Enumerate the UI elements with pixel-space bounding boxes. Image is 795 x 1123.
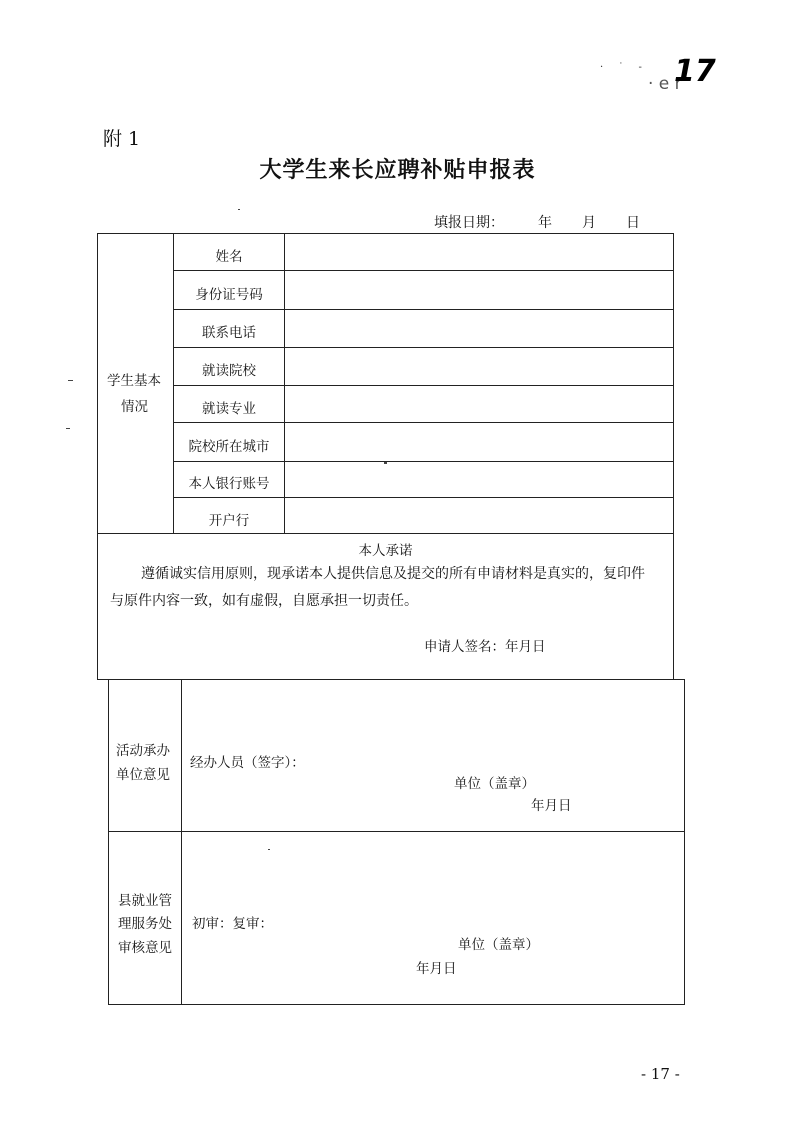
fill-date-year: 年 — [538, 215, 552, 231]
field-label-phone: 联系电话 — [202, 325, 256, 341]
review-label: 初审：复审： — [192, 916, 273, 932]
county-section-label-3: 审核意见 — [118, 940, 172, 956]
organizer-section-label-1: 活动承办 — [116, 743, 170, 759]
pledge-text-line-1: 遵循诚实信用原则，现承诺本人提供信息及提交的所有申请材料是真实的，复印件 — [141, 566, 645, 582]
field-label-id-number: 身份证号码 — [195, 287, 263, 303]
scan-speck — [68, 380, 73, 381]
page-mark-number: 17 — [674, 54, 716, 89]
row-line-3 — [173, 347, 673, 348]
row-line-5 — [173, 422, 673, 423]
county-top-line — [108, 831, 685, 832]
county-date: 年月日 — [416, 961, 457, 977]
field-label-name: 姓名 — [215, 249, 243, 265]
handler-signature-label: 经办人员（签字）： — [190, 755, 305, 771]
county-section-label-1: 县就业管 — [118, 893, 172, 909]
row-line-1 — [173, 270, 673, 271]
lower-label-divider — [181, 679, 182, 1004]
student-section-label-2: 情况 — [121, 399, 148, 415]
organizer-section-label-2: 单位意见 — [116, 767, 170, 783]
applicant-signature: 申请人签名：年月日 — [424, 639, 546, 655]
page-mark-er: · e r — [648, 74, 682, 94]
organizer-top-line — [97, 679, 685, 680]
scan-speck — [384, 462, 387, 464]
scan-speck — [268, 849, 270, 850]
table-border-left-upper — [97, 233, 98, 679]
scan-speck — [66, 428, 70, 429]
fill-date-month: 月 — [582, 215, 596, 231]
pledge-text-line-2: 与原件内容一致，如有虚假，自愿承担一切责任。 — [110, 593, 418, 609]
fill-date-day: 日 — [626, 215, 640, 231]
row-line-6 — [173, 461, 673, 462]
field-label-bank-account: 本人银行账号 — [188, 476, 270, 492]
page-number: - 17 - — [641, 1065, 680, 1083]
scan-speck — [238, 209, 240, 210]
organizer-unit-seal: 单位（盖章） — [454, 776, 535, 792]
field-label-school: 就读院校 — [202, 363, 256, 379]
handwritten-page-mark — [600, 52, 720, 102]
row-line-2 — [173, 309, 673, 310]
pledge-top-line — [97, 533, 674, 534]
student-section-label-1: 学生基本 — [107, 373, 161, 389]
page-mark-dots: · ˙ - — [600, 62, 648, 73]
field-label-school-city: 院校所在城市 — [188, 439, 270, 455]
row-line-7 — [173, 497, 673, 498]
organizer-date: 年月日 — [531, 798, 572, 814]
table-border-bottom — [108, 1004, 685, 1005]
fill-date-line — [434, 212, 640, 232]
county-unit-seal: 单位（盖章） — [458, 937, 539, 953]
appendix-label: 附 1 — [103, 128, 141, 150]
pledge-heading: 本人承诺 — [358, 543, 413, 559]
table-border-left-lower — [108, 679, 109, 1004]
table-border-right — [673, 233, 674, 680]
field-label-major: 就读专业 — [202, 401, 256, 417]
fill-date-label: 填报日期： — [434, 215, 504, 231]
document-title: 大学生来长应聘补贴申报表 — [259, 158, 536, 183]
row-line-4 — [173, 385, 673, 386]
table-border-right-lower — [684, 680, 685, 1004]
field-label-bank-branch: 开户行 — [208, 513, 250, 529]
student-field-divider — [284, 233, 285, 533]
table-border-top — [97, 233, 673, 234]
county-section-label-2: 理服务处 — [118, 916, 172, 932]
